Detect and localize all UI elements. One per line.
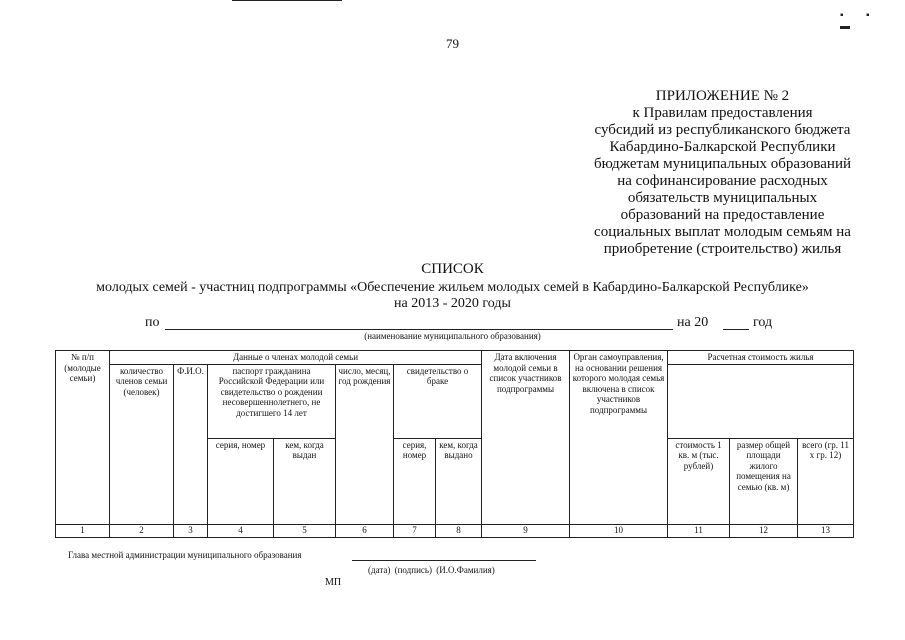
subtitle-line-1: молодых семей - участниц подпрограммы «Обеспечение жильем молодых семей в Кабардино-Балкарской Республике»	[96, 280, 809, 295]
authority-header: Орган самоуправления, на основании решения которого молодая семья включена в список участников подпрограммы	[570, 351, 668, 525]
column-number: 2	[110, 524, 174, 537]
housing-cost-group-header: Расчетная стоимость жилья	[668, 351, 854, 365]
signature-caption: (дата) (подпись) (И.О.Фамилия)	[368, 565, 495, 575]
appendix-heading: ПРИЛОЖЕНИЕ № 2	[655, 88, 790, 104]
appendix-line: Кабардино-Балкарской Республики	[609, 139, 836, 155]
birth-date-header: число, месяц, год рождения	[336, 364, 394, 524]
appendix-line: к Правилам предоставления	[632, 105, 813, 121]
column-number: 7	[394, 524, 436, 537]
appendix-line: образований на предоставление	[620, 207, 825, 223]
column-number: 3	[174, 524, 208, 537]
appendix-line: субсидий из республиканского бюджета	[594, 122, 851, 138]
appendix-line: бюджетам муниципальных образований	[593, 156, 852, 172]
column-number: 6	[336, 524, 394, 537]
signature-label: Глава местной администрации муниципального образования	[68, 550, 302, 560]
document-title: СПИСОК	[421, 261, 484, 277]
appendix-line: на софинансирование расходных	[617, 173, 828, 189]
god-label: год	[753, 315, 773, 330]
column-number: 1	[56, 524, 110, 537]
column-number: 4	[208, 524, 274, 537]
signature-blank[interactable]	[352, 560, 536, 561]
col-number-header: № п/п (молодые семьи)	[56, 351, 110, 525]
year-label: на 20	[677, 315, 709, 330]
municipality-blank[interactable]	[165, 329, 673, 330]
marriage-series-header: серия, номер	[394, 438, 436, 524]
passport-series-header: серия, номер	[208, 438, 274, 524]
scan-marks: ▪ ▪ ▬	[840, 10, 880, 32]
members-count-header: количество членов семьи (человек)	[110, 364, 174, 524]
column-number: 5	[274, 524, 336, 537]
appendix-line: социальных выплат молодым семьям на	[594, 224, 851, 240]
inclusion-date-header: Дата включения молодой семьи в список участников подпрограммы	[482, 351, 570, 525]
subtitle-line-2: на 2013 - 2020 годы	[394, 296, 511, 311]
marriage-issued-header: кем, когда выдано	[436, 438, 482, 524]
column-number: 8	[436, 524, 482, 537]
column-number: 12	[730, 524, 798, 537]
cost-per-sqm-header: стоимость 1 кв. м (тыс. рублей)	[668, 438, 730, 524]
municipality-note	[0, 331, 905, 341]
po-label: по	[145, 315, 160, 330]
fio-header: Ф.И.О.	[174, 364, 208, 524]
area-size-header: размер общей площади жилого помещения на семью (кв. м)	[730, 438, 798, 524]
year-blank[interactable]	[723, 329, 749, 330]
families-table	[55, 350, 854, 538]
family-data-group-header: Данные о членах молодой семьи	[110, 351, 482, 365]
column-number: 9	[482, 524, 570, 537]
document-subtitle	[0, 280, 905, 312]
seal-label: МП	[325, 577, 342, 588]
appendix-line: приобретение (строительство) жилья	[603, 241, 842, 257]
column-number: 11	[668, 524, 730, 537]
top-rule	[232, 0, 342, 1]
appendix-line: обязательств муниципальных	[627, 190, 818, 206]
municipality-note-text: (наименование муниципального образования)	[364, 331, 541, 341]
marriage-cert-header: свидетельство о браке	[394, 364, 482, 438]
column-numbers-row	[56, 524, 854, 537]
passport-issued-header: кем, когда выдан	[274, 438, 336, 524]
column-number: 10	[570, 524, 668, 537]
column-number: 13	[798, 524, 854, 537]
total-header: всего (гр. 11 x гр. 12)	[798, 438, 854, 524]
page-number: 79	[446, 36, 459, 51]
passport-header: паспорт гражданина Российской Федерации или свидетельство о рождении несовершеннолетнего, не достигшего 14 лет	[208, 364, 336, 438]
appendix-block	[560, 88, 885, 258]
housing-cost-spacer	[668, 364, 854, 438]
